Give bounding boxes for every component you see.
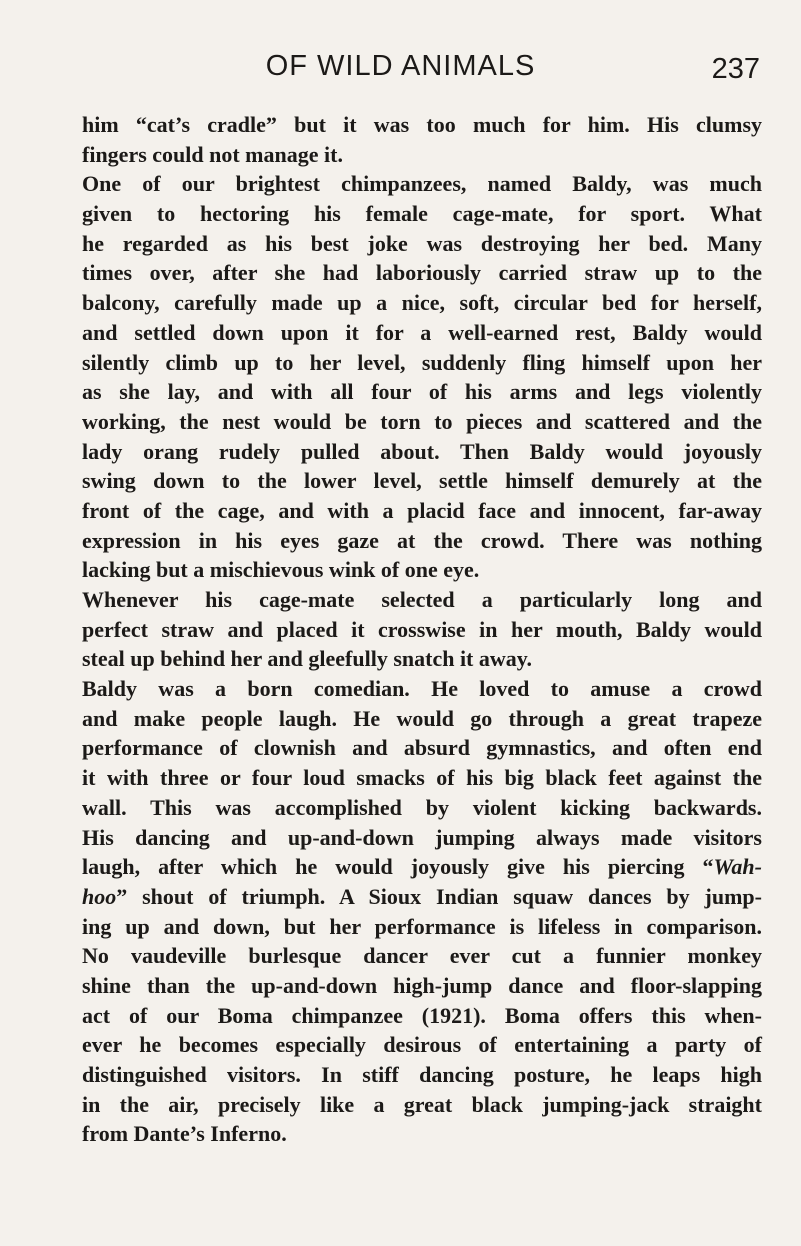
text-line: given to hectoring his female cage-mate, for sport. What: [82, 201, 762, 227]
text-line: His dancing and up-and-down jumping always made visitors: [82, 824, 762, 850]
body-text: [82, 110, 762, 1149]
text-line: balcony, carefully made up a nice, soft, circular bed for herself,: [82, 290, 762, 316]
text-line: Baldy was a born comedian. He loved to amuse a crowd: [82, 676, 762, 702]
text-line: steal up behind her and gleefully snatch it away.: [82, 646, 533, 672]
text-line: swing down to the lower level, settle himself demurely at the: [82, 468, 762, 494]
text-line: shine than the up-and-down high-jump dance and floor-slapping: [82, 972, 762, 998]
text-line: expression in his eyes gaze at the crowd. There was nothing: [82, 527, 762, 553]
text-line: and settled down upon it for a well-earned rest, Baldy would: [82, 319, 762, 345]
page-title: OF WILD ANIMALS: [265, 50, 536, 82]
text-line: and make people laugh. He would go through a great trapeze: [82, 705, 762, 731]
text-line: performance of clownish and absurd gymnastics, and often end: [82, 735, 762, 761]
italic-run: hoo: [82, 883, 117, 909]
text-run: ” shout of triumph. A Sioux Indian squaw dances by jump-: [116, 883, 762, 909]
text-line: [82, 852, 762, 882]
text-line: lacking but a mischievous wink of one eye.: [82, 557, 480, 583]
text-line: Whenever his cage-mate selected a particularly long and: [82, 587, 762, 612]
text-line: [82, 882, 762, 912]
text-line: from Dante’s Inferno.: [82, 1121, 287, 1147]
text-run: laugh, after which he would joyously give his piercing “: [82, 854, 714, 880]
text-line: he regarded as his best joke was destroying her bed. Many: [82, 230, 762, 256]
text-line: One of our brightest chimpanzees, named Baldy, was much: [82, 171, 762, 197]
text-line: No vaudeville burlesque dancer ever cut a funnier monkey: [82, 943, 762, 969]
running-head: [0, 50, 801, 90]
text-line: it with three or four loud smacks of his big black feet against the: [82, 765, 762, 791]
text-line: front of the cage, and with a placid face and innocent, far-away: [82, 497, 762, 523]
text-line: as she lay, and with all four of his arms and legs violently: [82, 379, 762, 405]
page-number: 237: [711, 53, 760, 85]
text-line: in the air, precisely like a great black jumping-jack straight: [82, 1091, 762, 1117]
text-line: lady orang rudely pulled about. Then Baldy would joyously: [82, 438, 762, 464]
text-line: ing up and down, but her performance is lifeless in comparison.: [82, 913, 762, 939]
text-line: working, the nest would be torn to pieces and scattered and the: [82, 408, 762, 434]
text-line: perfect straw and placed it crosswise in her mouth, Baldy would: [82, 616, 762, 642]
text-line: wall. This was accomplished by violent kicking backwards.: [82, 794, 762, 820]
text-line: silently climb up to her level, suddenly fling himself upon her: [82, 349, 762, 375]
text-line: fingers could not manage it.: [82, 141, 343, 167]
text-line: act of our Boma chimpanzee (1921). Boma offers this when-: [82, 1002, 762, 1028]
text-line: ever he becomes especially desirous of entertaining a party of: [82, 1032, 762, 1058]
text-line: times over, after she had laboriously carried straw up to the: [82, 260, 762, 286]
italic-run: Wah-: [713, 854, 762, 880]
text-line: distinguished visitors. In stiff dancing posture, he leaps high: [82, 1062, 762, 1087]
text-line: him “cat’s cradle” but it was too much for him. His clumsy: [82, 112, 762, 137]
